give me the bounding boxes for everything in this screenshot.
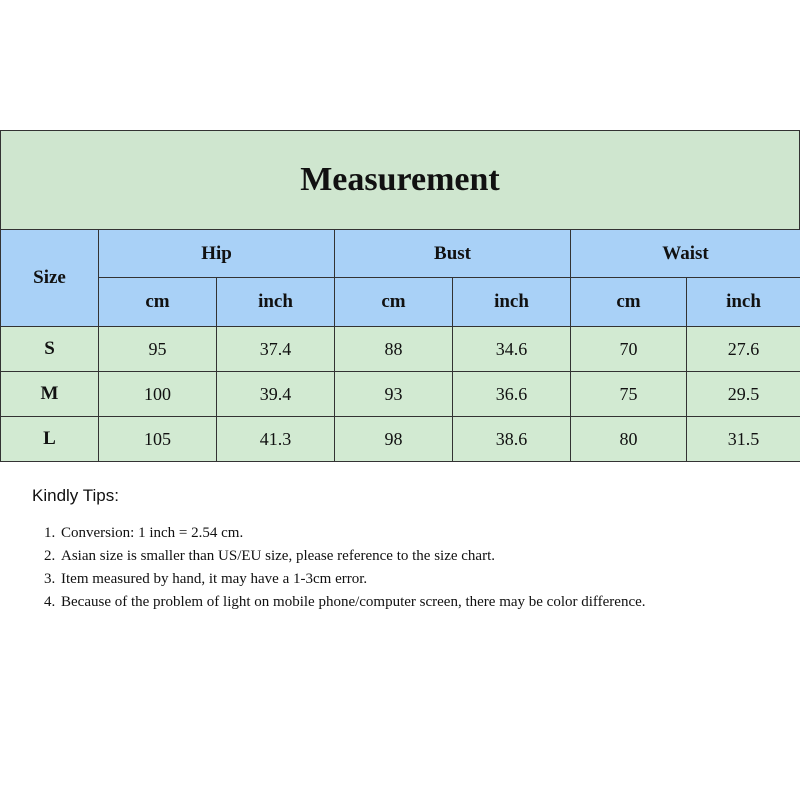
chart-title: Measurement — [300, 161, 500, 198]
header-row-units — [1, 278, 800, 327]
tip-item: 2. Asian size is smaller than US/EU size, please reference to the size chart. — [59, 545, 772, 568]
table-row — [1, 372, 800, 417]
table-row — [1, 327, 800, 372]
value-cell: 39.4 — [217, 372, 335, 417]
value-cell: 29.5 — [687, 372, 800, 417]
unit-header: cm — [335, 278, 453, 327]
title-band — [0, 130, 800, 229]
value-cell: 37.4 — [217, 327, 335, 372]
tip-item: 3. Item measured by hand, it may have a 1-3cm error. — [59, 568, 772, 591]
unit-header: inch — [687, 278, 800, 327]
value-cell: 98 — [335, 417, 453, 462]
tips-title: Kindly Tips: — [32, 486, 119, 505]
value-cell: 70 — [571, 327, 687, 372]
tip-item: 4. Because of the problem of light on mobile phone/computer screen, there may be color difference. — [59, 591, 772, 614]
value-cell: 41.3 — [217, 417, 335, 462]
value-cell: 31.5 — [687, 417, 800, 462]
table-row — [1, 417, 800, 462]
bust-header: Bust — [335, 230, 571, 278]
header-row-groups — [1, 230, 800, 278]
kindly-tips — [32, 486, 772, 614]
size-cell: M — [1, 372, 99, 417]
unit-header: cm — [99, 278, 217, 327]
value-cell: 88 — [335, 327, 453, 372]
measurement-table — [0, 229, 800, 462]
tip-item: 1. Conversion: 1 inch = 2.54 cm. — [59, 522, 772, 545]
unit-header: inch — [453, 278, 571, 327]
size-cell: L — [1, 417, 99, 462]
value-cell: 93 — [335, 372, 453, 417]
unit-header: cm — [571, 278, 687, 327]
value-cell: 80 — [571, 417, 687, 462]
value-cell: 38.6 — [453, 417, 571, 462]
hip-header: Hip — [99, 230, 335, 278]
value-cell: 36.6 — [453, 372, 571, 417]
size-header: Size — [1, 230, 99, 327]
value-cell: 75 — [571, 372, 687, 417]
unit-header: inch — [217, 278, 335, 327]
value-cell: 95 — [99, 327, 217, 372]
value-cell: 34.6 — [453, 327, 571, 372]
waist-header: Waist — [571, 230, 800, 278]
size-cell: S — [1, 327, 99, 372]
value-cell: 100 — [99, 372, 217, 417]
value-cell: 27.6 — [687, 327, 800, 372]
tips-list — [32, 522, 772, 614]
value-cell: 105 — [99, 417, 217, 462]
